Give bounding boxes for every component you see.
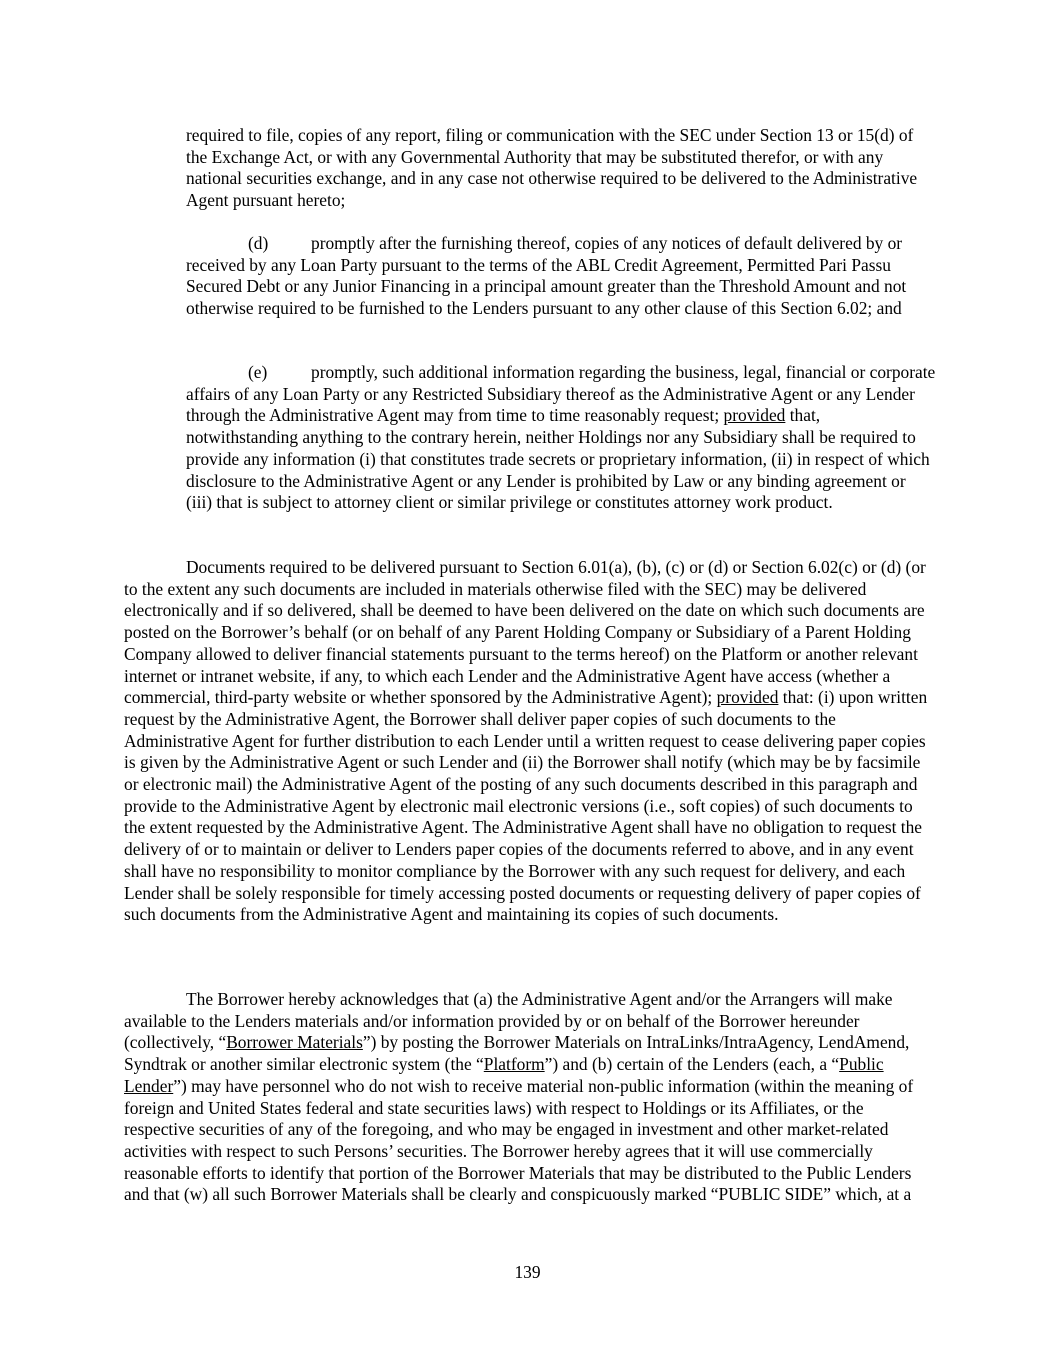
defined-term-public-lender: Public Lender <box>124 1054 884 1096</box>
paragraph-documents-text-2: that: (i) upon written request by the Administrative Agent, the Borrower shall deliver paper copies of such documents to the Administrative Agent for further distribution to each Lender until a written request to cease delivering paper copies is given by the Administrative Agent or such Lender and (ii) the Borrower shall notify (which may be by facsimile or electronic mail) the Administrative Agent of the posting of any such documents described in this paragraph and provide to the Administrative Agent by electronic mail electronic versions (i.e., soft copies) of such documents to the extent requested by the Administrative Agent. The Administrative Agent shall have no obligation to request the delivery of or to maintain or deliver to Lenders paper copies of the documents referred to above, and in any event shall have no responsibility to monitor compliance by the Borrower with any such request for delivery, and each Lender shall be solely responsible for timely accessing posted documents or requesting delivery of paper copies of such documents from the Administrative Agent and maintaining its copies of such documents. <box>124 687 928 925</box>
paragraph-c-continuation <box>186 125 936 212</box>
paragraph-borrower-text-3: ”) and (b) certain of the Lenders (each, a “ <box>544 1054 840 1075</box>
paragraph-e <box>186 362 936 514</box>
paragraph-d-label: (d) <box>248 233 269 253</box>
paragraph-d-text: promptly after the furnishing thereof, copies of any notices of default delivered by or received by any Loan Party pursuant to the terms of the ABL Credit Agreement, Permitted Pari Passu Secured Debt or any Junior Financing in a principal amount greater than the Threshold Amount and not otherwise required to be furnished to the Lenders pursuant to any other clause of this Section 6.02; and <box>186 233 907 319</box>
paragraph-documents-provided: provided <box>716 687 779 708</box>
paragraph-e-provided: provided <box>723 405 786 426</box>
page-number: 139 <box>514 1262 541 1282</box>
paragraph-e-label: (e) <box>248 362 268 382</box>
paragraph-e-text-2: that, notwithstanding anything to the contrary herein, neither Holdings nor any Subsidiary shall be required to provide any information (i) that constitutes trade secrets or proprietary information, (ii) in respect of which disclosure to the Administrative Agent or any Lender is prohibited by Law or any binding agreement or (iii) that is subject to attorney client or similar privilege or constitutes attorney work product. <box>186 405 930 513</box>
paragraph-d <box>186 233 936 320</box>
paragraph-borrower-text-1: The Borrower hereby acknowledges that (a) the Administrative Agent and/or the Arrangers will make available to the Lenders materials and/or information provided by or on behalf of the Borrower hereunder (collectively, “ <box>124 989 893 1053</box>
paragraph-e-text-1: promptly, such additional information regarding the business, legal, financial or corporate affairs of any Loan Party or any Restricted Subsidiary thereof as the Administrative Agent or any Lender through the Administrative Agent may from time to time reasonably request; <box>186 362 936 426</box>
defined-term-platform: Platform <box>483 1054 545 1075</box>
paragraph-c-text: required to file, copies of any report, filing or communication with the SEC under Section 13 or 15(d) of the Exchange Act, or with any Governmental Authority that may be substituted therefor, or with any national securities exchange, and in any case not otherwise required to be delivered to the Administrative Agent pursuant hereto; <box>186 125 918 211</box>
paragraph-documents-text-1: Documents required to be delivered pursuant to Section 6.01(a), (b), (c) or (d) or Section 6.02(c) or (d) (or to the extent any such documents are included in materials otherwise filed with the SEC) may be delivered electronically and if so delivered, shall be deemed to have been delivered on the date on which such documents are posted on the Borrower’s behalf (or on behalf of any Parent Holding Company or Subsidiary of a Parent Holding Company allowed to deliver financial statements pursuant to the terms hereof) on the Platform or another relevant internet or intranet website, if any, to which each Lender and the Administrative Agent have access (whether a commercial, third-party website or whether sponsored by the Administrative Agent); <box>124 557 926 708</box>
paragraph-borrower-text-4: ”) may have personnel who do not wish to receive material non-public information (within the meaning of foreign and United States federal and state securities laws) with respect to Holdings or its Affiliates, or the respective securities of any of the foregoing, and who may be engaged in investment and other market-related activities with respect to such Persons’ securities. The Borrower hereby agrees that it will use commercially reasonable efforts to identify that portion of the Borrower Materials that may be distributed to the Public Lenders and that (w) all such Borrower Materials shall be clearly and conspicuously marked “PUBLIC SIDE” which, at a <box>124 1075 914 1205</box>
paragraph-borrower-text-2: ”) by posting the Borrower Materials on IntraLinks/IntraAgency, LendAmend, Syndtrak or another similar electronic system (the “ <box>124 1032 910 1075</box>
paragraph-documents-delivery <box>124 557 936 926</box>
defined-term-borrower-materials: Borrower Materials <box>226 1032 363 1053</box>
paragraph-borrower-materials <box>124 989 936 1206</box>
